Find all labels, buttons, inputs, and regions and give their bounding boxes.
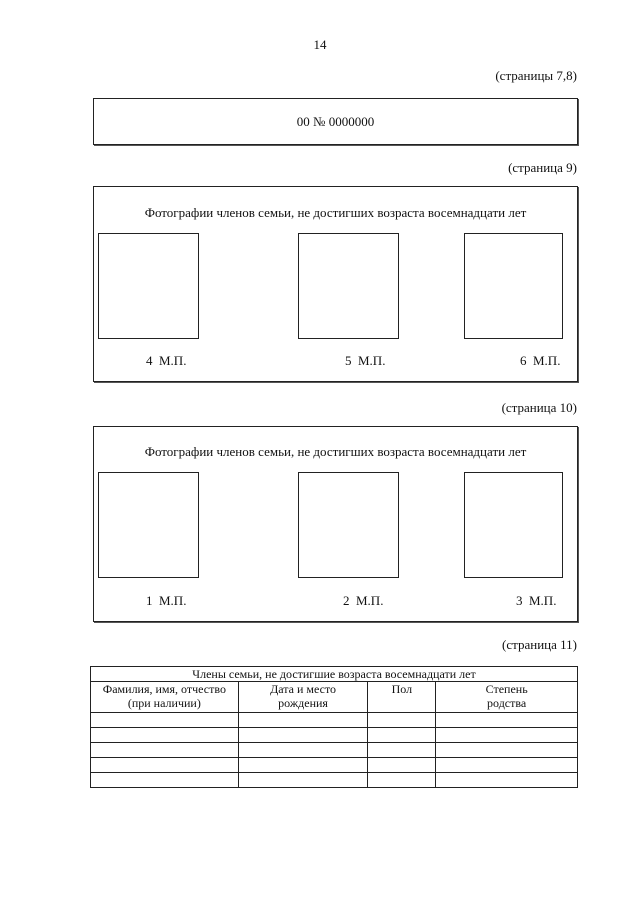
stamp-place-label: М.П. — [159, 593, 187, 608]
table-cell — [368, 713, 436, 728]
table-cell — [91, 743, 239, 758]
photo-panel-title: Фотографии членов семьи, не достигших возраста восемнадцати лет — [144, 444, 527, 459]
table-cell — [436, 728, 578, 743]
stamp-place-label: М.П. — [533, 353, 561, 368]
table-cell — [238, 728, 368, 743]
photo-panel-title: Фотографии членов семьи, не достигших возраста восемнадцати лет — [144, 205, 527, 220]
stamp-place-label: М.П. — [529, 593, 557, 608]
photo-number: 5 — [345, 353, 352, 368]
column-header-sex: Пол — [368, 682, 436, 713]
stamp-place-label: М.П. — [358, 353, 386, 368]
table-cell — [368, 773, 436, 788]
photo-caption-5 — [345, 353, 385, 369]
photo-caption-3 — [516, 593, 556, 609]
section-label-pages-7-8: (страницы 7,8) — [495, 68, 577, 83]
table-row — [91, 743, 578, 758]
section-label-page-9: (страница 9) — [508, 160, 577, 175]
table-cell — [436, 758, 578, 773]
column-header-birth: Дата и место рождения — [238, 682, 368, 713]
section-label-page-10: (страница 10) — [501, 400, 577, 415]
photo-caption-4 — [146, 353, 186, 369]
table-row — [91, 773, 578, 788]
photo-frame-2 — [298, 472, 399, 578]
photo-frame-3 — [464, 472, 563, 578]
photo-caption-1 — [146, 593, 186, 609]
family-members-table — [90, 666, 578, 788]
column-header-relationship: Степень родства — [436, 682, 578, 713]
photo-panel-page-9 — [93, 186, 578, 382]
table-cell — [436, 773, 578, 788]
table-row — [91, 713, 578, 728]
page-number: 14 — [313, 37, 327, 52]
table-cell — [238, 713, 368, 728]
photo-number: 2 — [343, 593, 350, 608]
table-cell — [368, 728, 436, 743]
table-caption: Члены семьи, не достигшие возраста восемнадцати лет — [91, 667, 578, 682]
stamp-place-label: М.П. — [356, 593, 384, 608]
photo-frame-6 — [464, 233, 563, 339]
table-cell — [368, 758, 436, 773]
photo-frame-4 — [98, 233, 199, 339]
photo-number: 4 — [146, 353, 153, 368]
serial-number-box — [93, 98, 578, 145]
table-cell — [91, 728, 239, 743]
photo-caption-2 — [343, 593, 383, 609]
photo-number: 6 — [520, 353, 527, 368]
table-row — [91, 728, 578, 743]
stamp-place-label: М.П. — [159, 353, 187, 368]
table-body — [91, 713, 578, 788]
photo-panel-page-10 — [93, 426, 578, 622]
table-cell — [436, 713, 578, 728]
table-cell — [238, 773, 368, 788]
table-cell — [238, 758, 368, 773]
photo-number: 3 — [516, 593, 523, 608]
photo-frame-5 — [298, 233, 399, 339]
photo-caption-6 — [520, 353, 560, 369]
table-cell — [91, 713, 239, 728]
table-cell — [91, 758, 239, 773]
serial-number: 00 № 0000000 — [296, 114, 375, 129]
table-cell — [91, 773, 239, 788]
photo-number: 1 — [146, 593, 153, 608]
table-cell — [368, 743, 436, 758]
table-cell — [436, 743, 578, 758]
table-cell — [238, 743, 368, 758]
column-header-full-name: Фамилия, имя, отчество (при наличии) — [91, 682, 239, 713]
photo-frame-1 — [98, 472, 199, 578]
section-label-page-11: (страница 11) — [502, 637, 577, 652]
table-row — [91, 758, 578, 773]
